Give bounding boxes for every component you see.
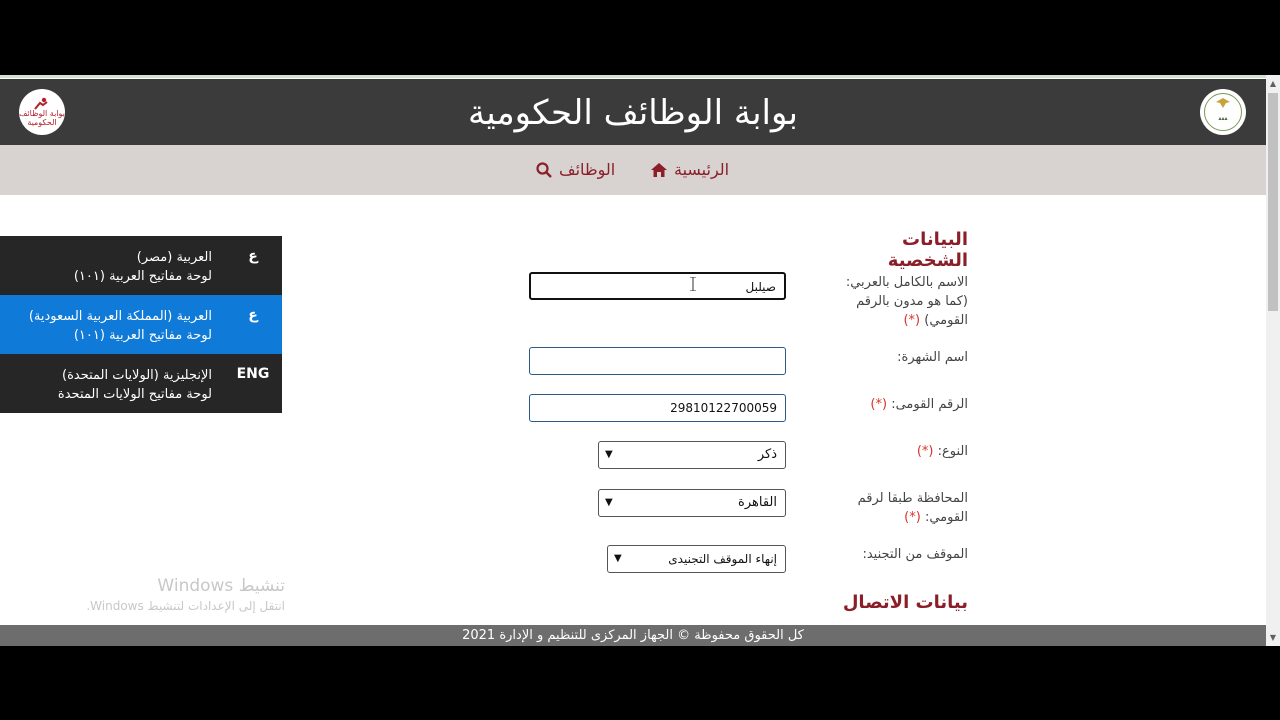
scroll-up-icon[interactable]: ▲ <box>1269 79 1277 88</box>
government-emblem[interactable] <box>1200 89 1246 135</box>
full-name-input[interactable]: صيلبل <box>529 272 786 300</box>
scrollbar-thumb[interactable] <box>1268 93 1278 311</box>
portal-logo-text: بوابة الوظائف الحكومية <box>19 109 65 127</box>
required-mark: (*) <box>904 510 921 525</box>
governorate-value: القاهرة <box>738 495 777 510</box>
nav-home[interactable] <box>650 157 729 183</box>
watermark-subtitle: انتقل إلى الإعدادات لتنشيط Windows. <box>86 599 285 613</box>
military-status-label: الموقف من التجنيد: <box>862 547 968 562</box>
ime-code: ENG <box>236 366 270 382</box>
ime-name: العربية (المملكة العربية السعودية) <box>28 309 212 324</box>
ime-item-arabic-egypt[interactable] <box>0 236 282 295</box>
required-mark: (*) <box>916 444 934 459</box>
scroll-down-icon[interactable]: ▼ <box>1269 633 1277 642</box>
required-mark: (*) <box>870 397 888 412</box>
gender-value: ذكر <box>757 447 777 462</box>
chevron-down-icon: ▼ <box>614 553 622 564</box>
text-cursor-icon <box>690 277 696 291</box>
vertical-scrollbar[interactable] <box>1266 75 1280 646</box>
watermark-title: تنشيط Windows <box>157 576 285 596</box>
personal-section-title: البيانات الشخصية <box>887 229 968 271</box>
page-title: بوابة الوظائف الحكومية <box>467 93 799 133</box>
national-id-label: الرقم القومى: (*) <box>870 397 968 412</box>
gender-label: النوع: (*) <box>916 444 968 459</box>
main-nav <box>0 145 1266 195</box>
ime-item-english-us[interactable] <box>0 354 282 413</box>
ime-name: العربية (مصر) <box>136 250 212 265</box>
nav-jobs-label: الوظائف <box>559 160 616 179</box>
contact-section-title: بيانات الاتصال <box>842 592 968 613</box>
search-icon <box>535 161 553 179</box>
nickname-label: اسم الشهرة: <box>897 350 968 365</box>
top-border <box>0 75 1266 78</box>
governorate-label: المحافظة طبقا لرقم القومي: (*) <box>857 491 968 525</box>
site-footer: كل الحقوق محفوظة © الجهاز المركزى للتنظيم و الإدارة 2021 <box>0 625 1266 646</box>
nickname-input[interactable] <box>529 347 786 375</box>
site-header <box>0 79 1266 145</box>
ime-item-arabic-saudi[interactable] <box>0 295 282 354</box>
ime-code: ع <box>248 307 258 323</box>
home-icon <box>650 161 668 179</box>
national-id-input[interactable]: 29810122700059 <box>529 394 786 422</box>
full-name-label: الاسم بالكامل بالعربي: (كما هو مدون بالرقم القومي) (*) <box>845 275 968 328</box>
governorate-select[interactable] <box>598 489 786 517</box>
ime-keyboard: لوحة مفاتيح العربية (١٠١) <box>73 269 212 284</box>
military-status-select[interactable] <box>607 545 786 573</box>
gender-select[interactable] <box>598 441 786 469</box>
eagle-icon <box>1216 98 1230 108</box>
input-language-menu <box>0 236 282 413</box>
military-status-value: إنهاء الموقف التجنيدى <box>668 552 777 566</box>
nav-jobs[interactable] <box>535 157 615 183</box>
windows-activation-watermark <box>60 575 285 615</box>
chevron-down-icon: ▼ <box>605 497 613 508</box>
ime-keyboard: لوحة مفاتيح العربية (١٠١) <box>73 328 212 343</box>
ime-code: ع <box>248 248 258 264</box>
ime-name: الإنجليزية (الولايات المتحدة) <box>62 368 212 383</box>
ime-keyboard: لوحة مفاتيح الولايات المتحدة <box>57 387 212 402</box>
browser-viewport <box>0 75 1280 646</box>
nav-home-label: الرئيسية <box>674 160 730 179</box>
required-mark: (*) <box>903 313 921 328</box>
chevron-down-icon: ▼ <box>605 449 613 460</box>
emblem-text-icon: ▴▴▴ <box>1218 115 1228 122</box>
